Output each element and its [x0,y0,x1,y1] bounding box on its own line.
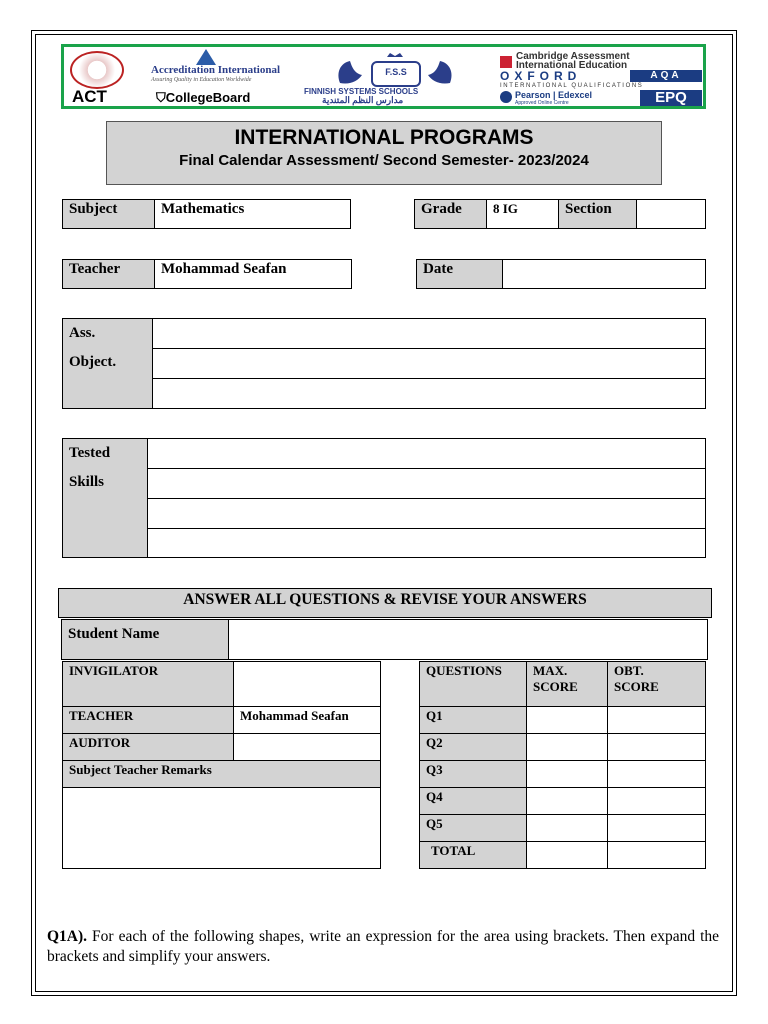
section-label: Section [558,199,637,229]
max-total-cell[interactable] [526,841,608,869]
total-label: TOTAL [419,841,527,869]
score-row-label: Q1 [419,706,527,734]
fss-badge: F.S.S [371,61,421,87]
collegeboard-logo [156,90,250,106]
obt-score-line1: OBT. [614,663,644,678]
max-score-line2: SCORE [533,679,578,694]
skill-line[interactable] [147,528,706,558]
collegeboard-shield-icon: ⛉ [156,90,166,105]
obt-total-cell[interactable] [607,841,706,869]
skill-line[interactable] [147,468,706,499]
max-score-cell[interactable] [526,733,608,761]
question-q1a [47,927,719,967]
grade-value[interactable]: 8 IG [486,199,559,229]
act-logo: ACT [72,87,107,106]
date-field[interactable] [502,259,706,289]
cambridge-line1: Cambridge Assessment [516,51,630,62]
pearson-logo: Pearson | Edexcel [515,90,593,100]
accreditation-logo-icon [196,49,216,65]
subject-label: Subject [62,199,155,229]
auditor-label: AUDITOR [62,733,234,761]
date-label: Date [416,259,503,289]
oxford-logo: OXFORD [500,69,582,83]
auditor-field[interactable] [233,733,381,761]
obt-score-header [607,661,706,707]
skill-line[interactable] [147,438,706,469]
invigilator-field[interactable] [233,661,381,707]
score-row-label: Q2 [419,733,527,761]
cambridge-shield-icon [500,56,512,68]
questions-header: QUESTIONS [419,661,527,707]
objective-line[interactable] [152,318,706,349]
title-box [106,121,662,185]
cambridge-line2: International Education [516,60,628,71]
accreditation-title: Accreditation International [151,64,281,76]
jordan-seal-icon [70,51,124,89]
skills-word-label: Skills [69,474,105,490]
obt-score-cell[interactable] [607,787,706,815]
section-field[interactable] [636,199,706,229]
collegeboard-text: CollegeBoard [165,90,251,105]
teacher-value[interactable]: Mohammad Seafan [154,259,352,289]
ass-label: Ass. [69,325,96,341]
page-subtitle: Final Calendar Assessment/ Second Semester- 2023/2024 [179,152,589,169]
skills-label [62,438,148,558]
tested-label: Tested [69,445,111,461]
logo-banner [61,44,706,109]
student-name-label: Student Name [61,619,229,660]
objective-line[interactable] [152,348,706,379]
grade-label: Grade [414,199,487,229]
remarks-field[interactable] [62,787,381,869]
pearson-sub: Approved Online Centre [515,100,569,106]
invigilator-label: INVIGILATOR [62,661,234,707]
max-score-cell[interactable] [526,787,608,815]
teacher-label: Teacher [62,259,155,289]
obt-score-cell[interactable] [607,733,706,761]
page-title: INTERNATIONAL PROGRAMS [234,126,534,149]
teacher-sign-label: TEACHER [62,706,234,734]
intl-qualifications: INTERNATIONAL QUALIFICATIONS [500,83,644,89]
fss-name-ar: مدارس النظم المتندية [322,95,404,105]
object-label: Object. [69,354,117,370]
subject-value[interactable]: Mathematics [154,199,351,229]
obt-score-cell[interactable] [607,706,706,734]
obt-score-cell[interactable] [607,814,706,842]
epq-logo: EPQ [640,90,702,106]
teacher-sign-value[interactable]: Mohammad Seafan [233,706,381,734]
instructions-banner: ANSWER ALL QUESTIONS & REVISE YOUR ANSWERS [58,588,712,618]
pearson-icon [500,91,512,103]
question-label: Q1A). [47,928,88,945]
max-score-cell[interactable] [526,760,608,788]
fss-name-en: FINNISH SYSTEMS SCHOOLS [304,87,419,96]
remarks-label: Subject Teacher Remarks [62,760,381,788]
score-row-label: Q4 [419,787,527,815]
obt-score-line2: SCORE [614,679,659,694]
max-score-header [526,661,608,707]
accreditation-tagline: Assuring Quality in Education Worldwide [151,77,252,83]
aqa-box [630,70,702,82]
student-name-field[interactable] [228,619,708,660]
max-score-cell[interactable] [526,706,608,734]
max-score-line1: MAX. [533,663,568,678]
obt-score-cell[interactable] [607,760,706,788]
aqa-logo: AQA [650,70,682,81]
score-row-label: Q3 [419,760,527,788]
objectives-label [62,318,153,409]
skill-line[interactable] [147,498,706,529]
score-row-label: Q5 [419,814,527,842]
objective-line[interactable] [152,378,706,409]
question-text: For each of the following shapes, write an expression for the area using brackets. Then expand the brackets and simplify your answers. [47,928,720,965]
max-score-cell[interactable] [526,814,608,842]
